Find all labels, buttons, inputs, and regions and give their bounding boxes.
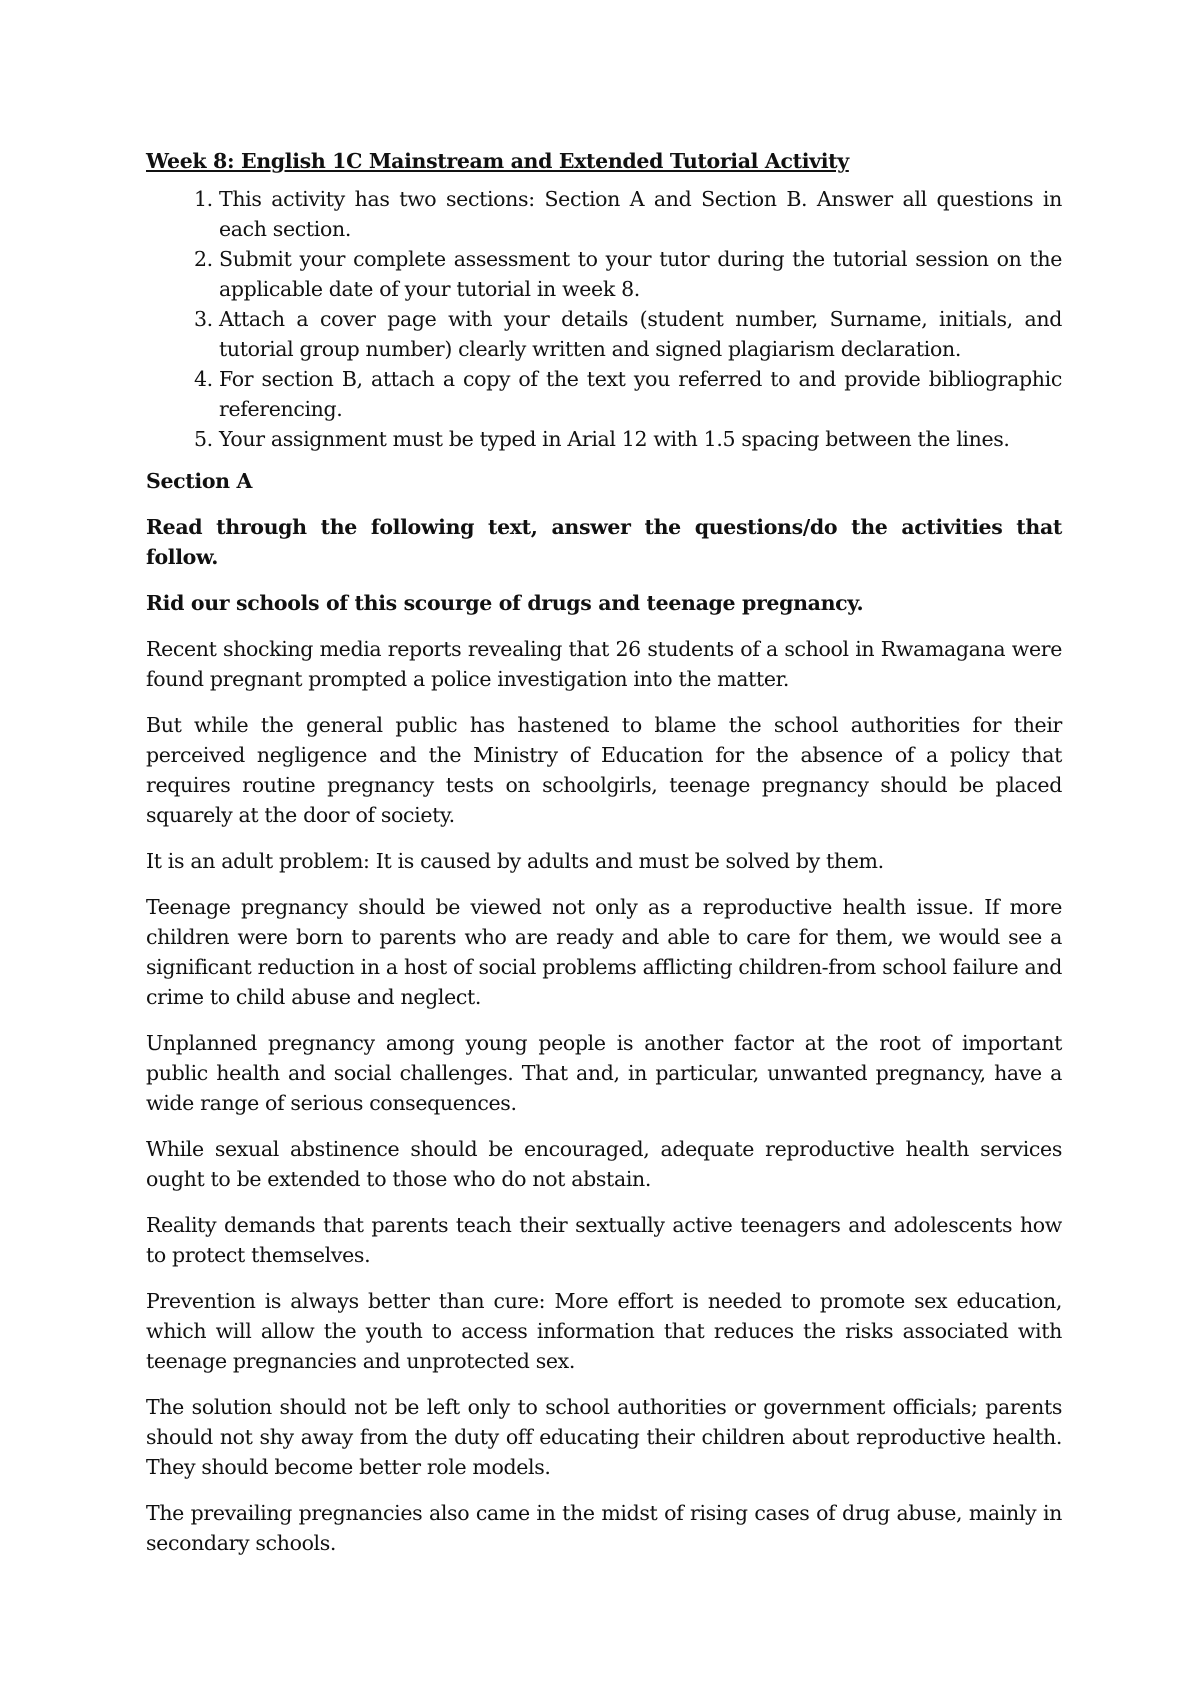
instructions-list (146, 184, 1062, 454)
article-paragraph: Prevention is always better than cure: More effort is needed to promote sex education, which will allow the youth to access information that reduces the risks associated with teenage pregnancies and unprotected sex. (146, 1289, 1062, 1373)
instruction-item: 1. This activity has two sections: Section A and Section B. Answer all questions in each section. (219, 184, 1062, 244)
article-paragraph: While sexual abstinence should be encouraged, adequate reproductive health services ought to be extended to those who do not abstain. (146, 1137, 1062, 1191)
section-heading: Section A (146, 469, 253, 493)
task-prompt: Read through the following text, answer the questions/do the activities that follow. (146, 515, 1062, 569)
document-content (146, 146, 1062, 1574)
article-paragraph: Teenage pregnancy should be viewed not only as a reproductive health issue. If more children were born to parents who are ready and able to care for them, we would see a significant reduction in a host of social problems afflicting children-from school failure and crime to child abuse and neglect. (146, 895, 1062, 1009)
instruction-item: 2. Submit your complete assessment to your tutor during the tutorial session on the applicable date of your tutorial in week 8. (219, 244, 1062, 304)
article-paragraph: Recent shocking media reports revealing that 26 students of a school in Rwamagana were found pregnant prompted a police investigation into the matter. (146, 637, 1062, 691)
instruction-item: 5. Your assignment must be typed in Arial 12 with 1.5 spacing between the lines. (219, 424, 1062, 454)
article-paragraph: The solution should not be left only to school authorities or government officials; parents should not shy away from the duty off educating their children about reproductive health. They should become better role models. (146, 1395, 1062, 1479)
document-title: Week 8: English 1C Mainstream and Extended Tutorial Activity (146, 149, 849, 173)
article-paragraph: It is an adult problem: It is caused by adults and must be solved by them. (146, 849, 884, 873)
article-paragraph: Reality demands that parents teach their sextually active teenagers and adolescents how to protect themselves. (146, 1213, 1062, 1267)
instruction-item: 3. Attach a cover page with your details (student number, Surname, initials, and tutorial group number) clearly written and signed plagiarism declaration. (219, 304, 1062, 364)
article-paragraph: But while the general public has hastened to blame the school authorities for their perceived negligence and the Ministry of Education for the absence of a policy that requires routine pregnancy tests on schoolgirls, teenage pregnancy should be placed squarely at the door of society. (146, 713, 1062, 827)
article-paragraph: The prevailing pregnancies also came in the midst of rising cases of drug abuse, mainly in secondary schools. (146, 1501, 1062, 1555)
article-title: Rid our schools of this scourge of drugs and teenage pregnancy. (146, 591, 864, 615)
instruction-item: 4. For section B, attach a copy of the text you referred to and provide bibliographic referencing. (219, 364, 1062, 424)
article-paragraph: Unplanned pregnancy among young people is another factor at the root of important public health and social challenges. That and, in particular, unwanted pregnancy, have a wide range of serious consequences. (146, 1031, 1062, 1115)
